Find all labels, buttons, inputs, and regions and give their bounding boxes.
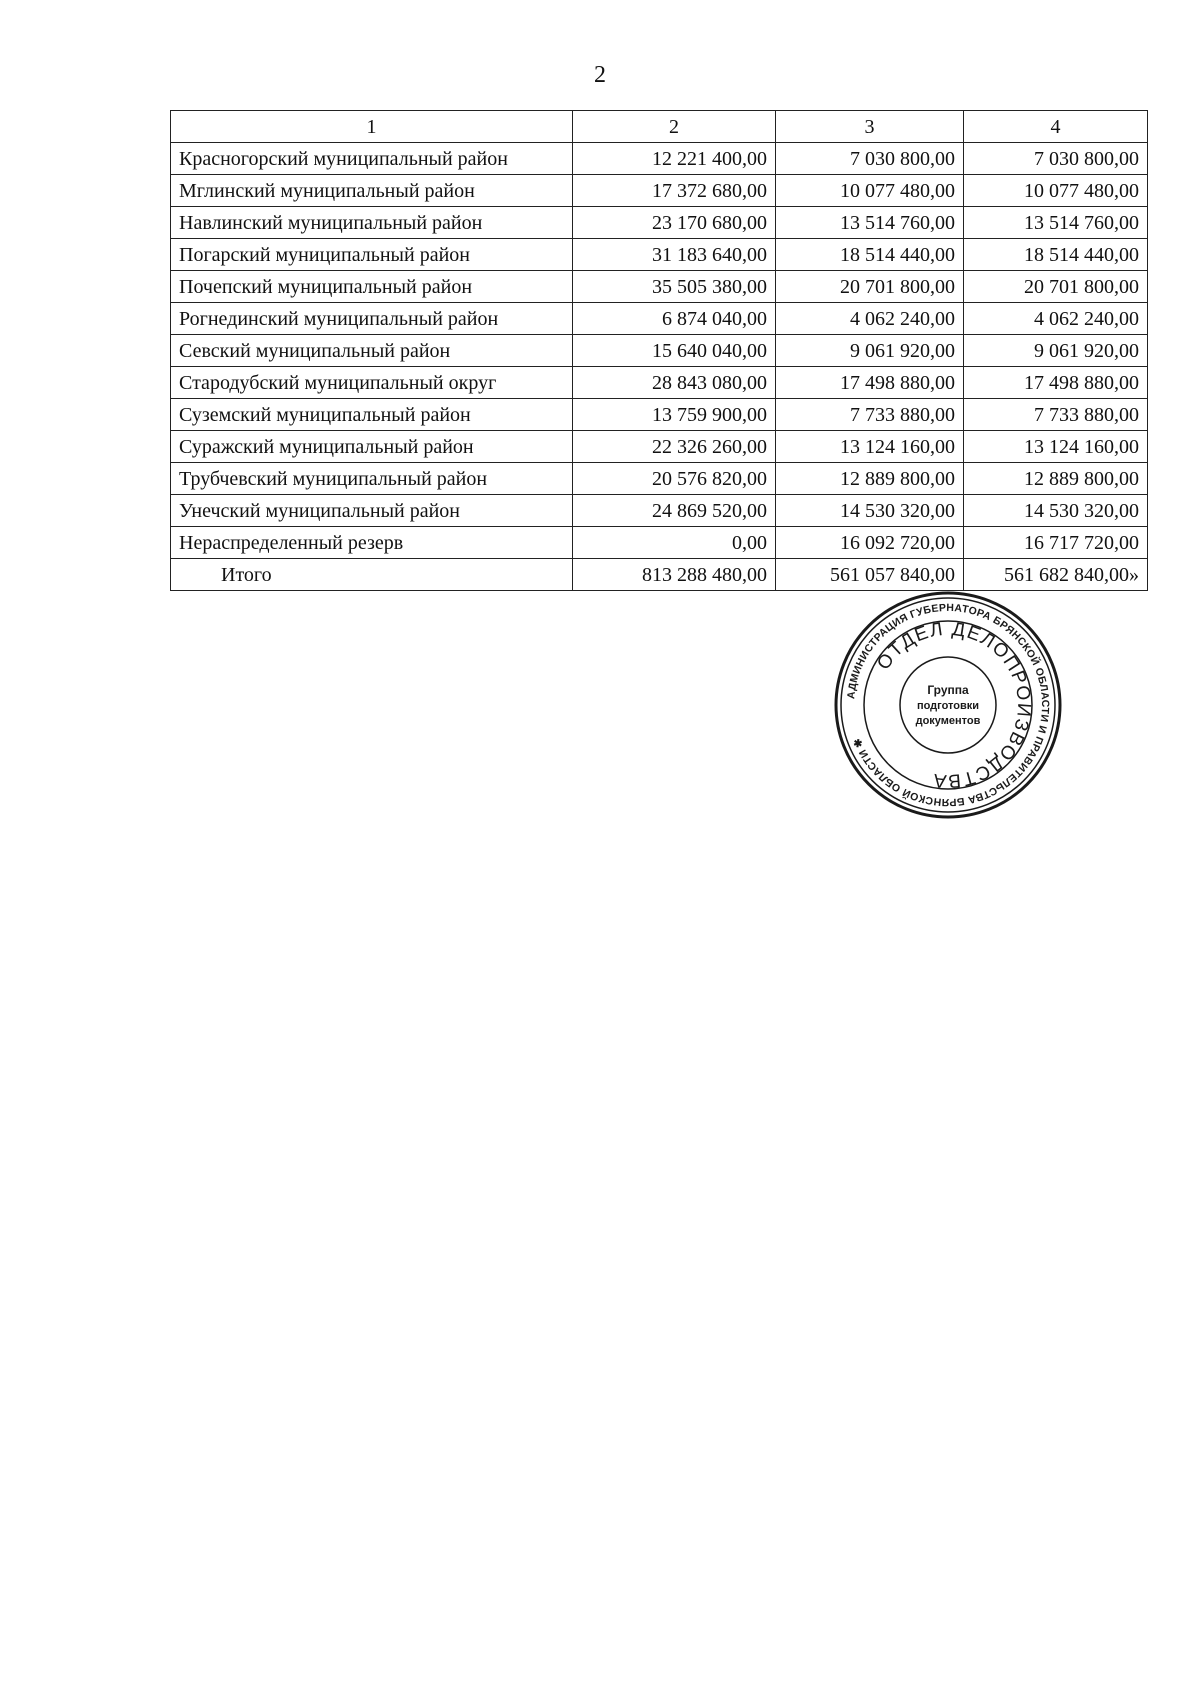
row-col-4: 7 030 800,00 bbox=[964, 143, 1148, 175]
table-row bbox=[171, 527, 1148, 559]
row-col-4: 12 889 800,00 bbox=[964, 463, 1148, 495]
row-col-4: 13 124 160,00 bbox=[964, 431, 1148, 463]
table-row bbox=[171, 335, 1148, 367]
seal-center-line-3: документов bbox=[915, 715, 981, 727]
seal-outer-text: АДМИНИСТРАЦИЯ ГУБЕРНАТОРА БРЯНСКОЙ ОБЛАСТИ И ПРАВИТЕЛЬСТВА БРЯНСКОЙ ОБЛАСТИ ✱ bbox=[845, 601, 1052, 809]
row-col-3: 12 889 800,00 bbox=[776, 463, 964, 495]
row-col-4: 20 701 800,00 bbox=[964, 271, 1148, 303]
row-col-3: 4 062 240,00 bbox=[776, 303, 964, 335]
row-col-2: 17 372 680,00 bbox=[573, 175, 776, 207]
table-row bbox=[171, 367, 1148, 399]
row-col-2: 31 183 640,00 bbox=[573, 239, 776, 271]
row-col-2: 6 874 040,00 bbox=[573, 303, 776, 335]
row-col-2: 0,00 bbox=[573, 527, 776, 559]
total-col-3: 561 057 840,00 bbox=[776, 559, 964, 591]
header-col-3: 3 bbox=[776, 111, 964, 143]
row-col-4: 9 061 920,00 bbox=[964, 335, 1148, 367]
row-col-2: 28 843 080,00 bbox=[573, 367, 776, 399]
header-col-4: 4 bbox=[964, 111, 1148, 143]
row-col-2: 22 326 260,00 bbox=[573, 431, 776, 463]
row-col-3: 13 124 160,00 bbox=[776, 431, 964, 463]
row-name: Почепский муниципальный район bbox=[171, 271, 573, 303]
table-row bbox=[171, 303, 1148, 335]
row-name: Суражский муниципальный район bbox=[171, 431, 573, 463]
page-number: 2 bbox=[594, 62, 606, 88]
row-col-4: 10 077 480,00 bbox=[964, 175, 1148, 207]
row-col-3: 7 733 880,00 bbox=[776, 399, 964, 431]
row-col-3: 17 498 880,00 bbox=[776, 367, 964, 399]
row-col-3: 10 077 480,00 bbox=[776, 175, 964, 207]
row-col-2: 13 759 900,00 bbox=[573, 399, 776, 431]
row-col-3: 16 092 720,00 bbox=[776, 527, 964, 559]
row-name: Суземский муниципальный район bbox=[171, 399, 573, 431]
row-col-2: 15 640 040,00 bbox=[573, 335, 776, 367]
header-row bbox=[171, 111, 1148, 143]
row-col-3: 9 061 920,00 bbox=[776, 335, 964, 367]
row-col-3: 18 514 440,00 bbox=[776, 239, 964, 271]
row-name: Красногорский муниципальный район bbox=[171, 143, 573, 175]
seal-center-line-1: Группа bbox=[927, 683, 969, 697]
row-col-4: 13 514 760,00 bbox=[964, 207, 1148, 239]
row-col-2: 35 505 380,00 bbox=[573, 271, 776, 303]
row-col-4: 16 717 720,00 bbox=[964, 527, 1148, 559]
row-name: Трубчевский муниципальный район bbox=[171, 463, 573, 495]
row-col-4: 14 530 320,00 bbox=[964, 495, 1148, 527]
header-col-1: 1 bbox=[171, 111, 573, 143]
row-col-4: 17 498 880,00 bbox=[964, 367, 1148, 399]
row-col-2: 24 869 520,00 bbox=[573, 495, 776, 527]
table-row bbox=[171, 175, 1148, 207]
table-row bbox=[171, 143, 1148, 175]
row-col-4: 4 062 240,00 bbox=[964, 303, 1148, 335]
header-col-2: 2 bbox=[573, 111, 776, 143]
seal-middle-text: ОТДЕЛ ДЕЛОПРОИЗВОДСТВА bbox=[873, 618, 1035, 792]
row-name: Севский муниципальный район bbox=[171, 335, 573, 367]
row-col-3: 7 030 800,00 bbox=[776, 143, 964, 175]
total-label: Итого bbox=[171, 559, 573, 591]
row-name: Мглинский муниципальный район bbox=[171, 175, 573, 207]
table-row bbox=[171, 239, 1148, 271]
table-row bbox=[171, 495, 1148, 527]
row-name: Унечский муниципальный район bbox=[171, 495, 573, 527]
row-col-2: 23 170 680,00 bbox=[573, 207, 776, 239]
official-seal bbox=[833, 590, 1063, 820]
budget-table bbox=[170, 110, 1148, 591]
row-name: Погарский муниципальный район bbox=[171, 239, 573, 271]
table-row bbox=[171, 207, 1148, 239]
row-name: Нераспределенный резерв bbox=[171, 527, 573, 559]
table-row bbox=[171, 271, 1148, 303]
table-row bbox=[171, 463, 1148, 495]
table-row bbox=[171, 399, 1148, 431]
seal-stamp-icon bbox=[833, 590, 1063, 820]
row-name: Навлинский муниципальный район bbox=[171, 207, 573, 239]
table-row bbox=[171, 431, 1148, 463]
row-col-2: 12 221 400,00 bbox=[573, 143, 776, 175]
total-col-2: 813 288 480,00 bbox=[573, 559, 776, 591]
row-col-3: 14 530 320,00 bbox=[776, 495, 964, 527]
total-col-4: 561 682 840,00» bbox=[964, 559, 1148, 591]
row-name: Стародубский муниципальный округ bbox=[171, 367, 573, 399]
total-row bbox=[171, 559, 1148, 591]
row-col-4: 7 733 880,00 bbox=[964, 399, 1148, 431]
row-col-3: 20 701 800,00 bbox=[776, 271, 964, 303]
seal-center-line-2: подготовки bbox=[916, 700, 980, 712]
row-col-3: 13 514 760,00 bbox=[776, 207, 964, 239]
row-col-2: 20 576 820,00 bbox=[573, 463, 776, 495]
row-name: Рогнединский муниципальный район bbox=[171, 303, 573, 335]
row-col-4: 18 514 440,00 bbox=[964, 239, 1148, 271]
